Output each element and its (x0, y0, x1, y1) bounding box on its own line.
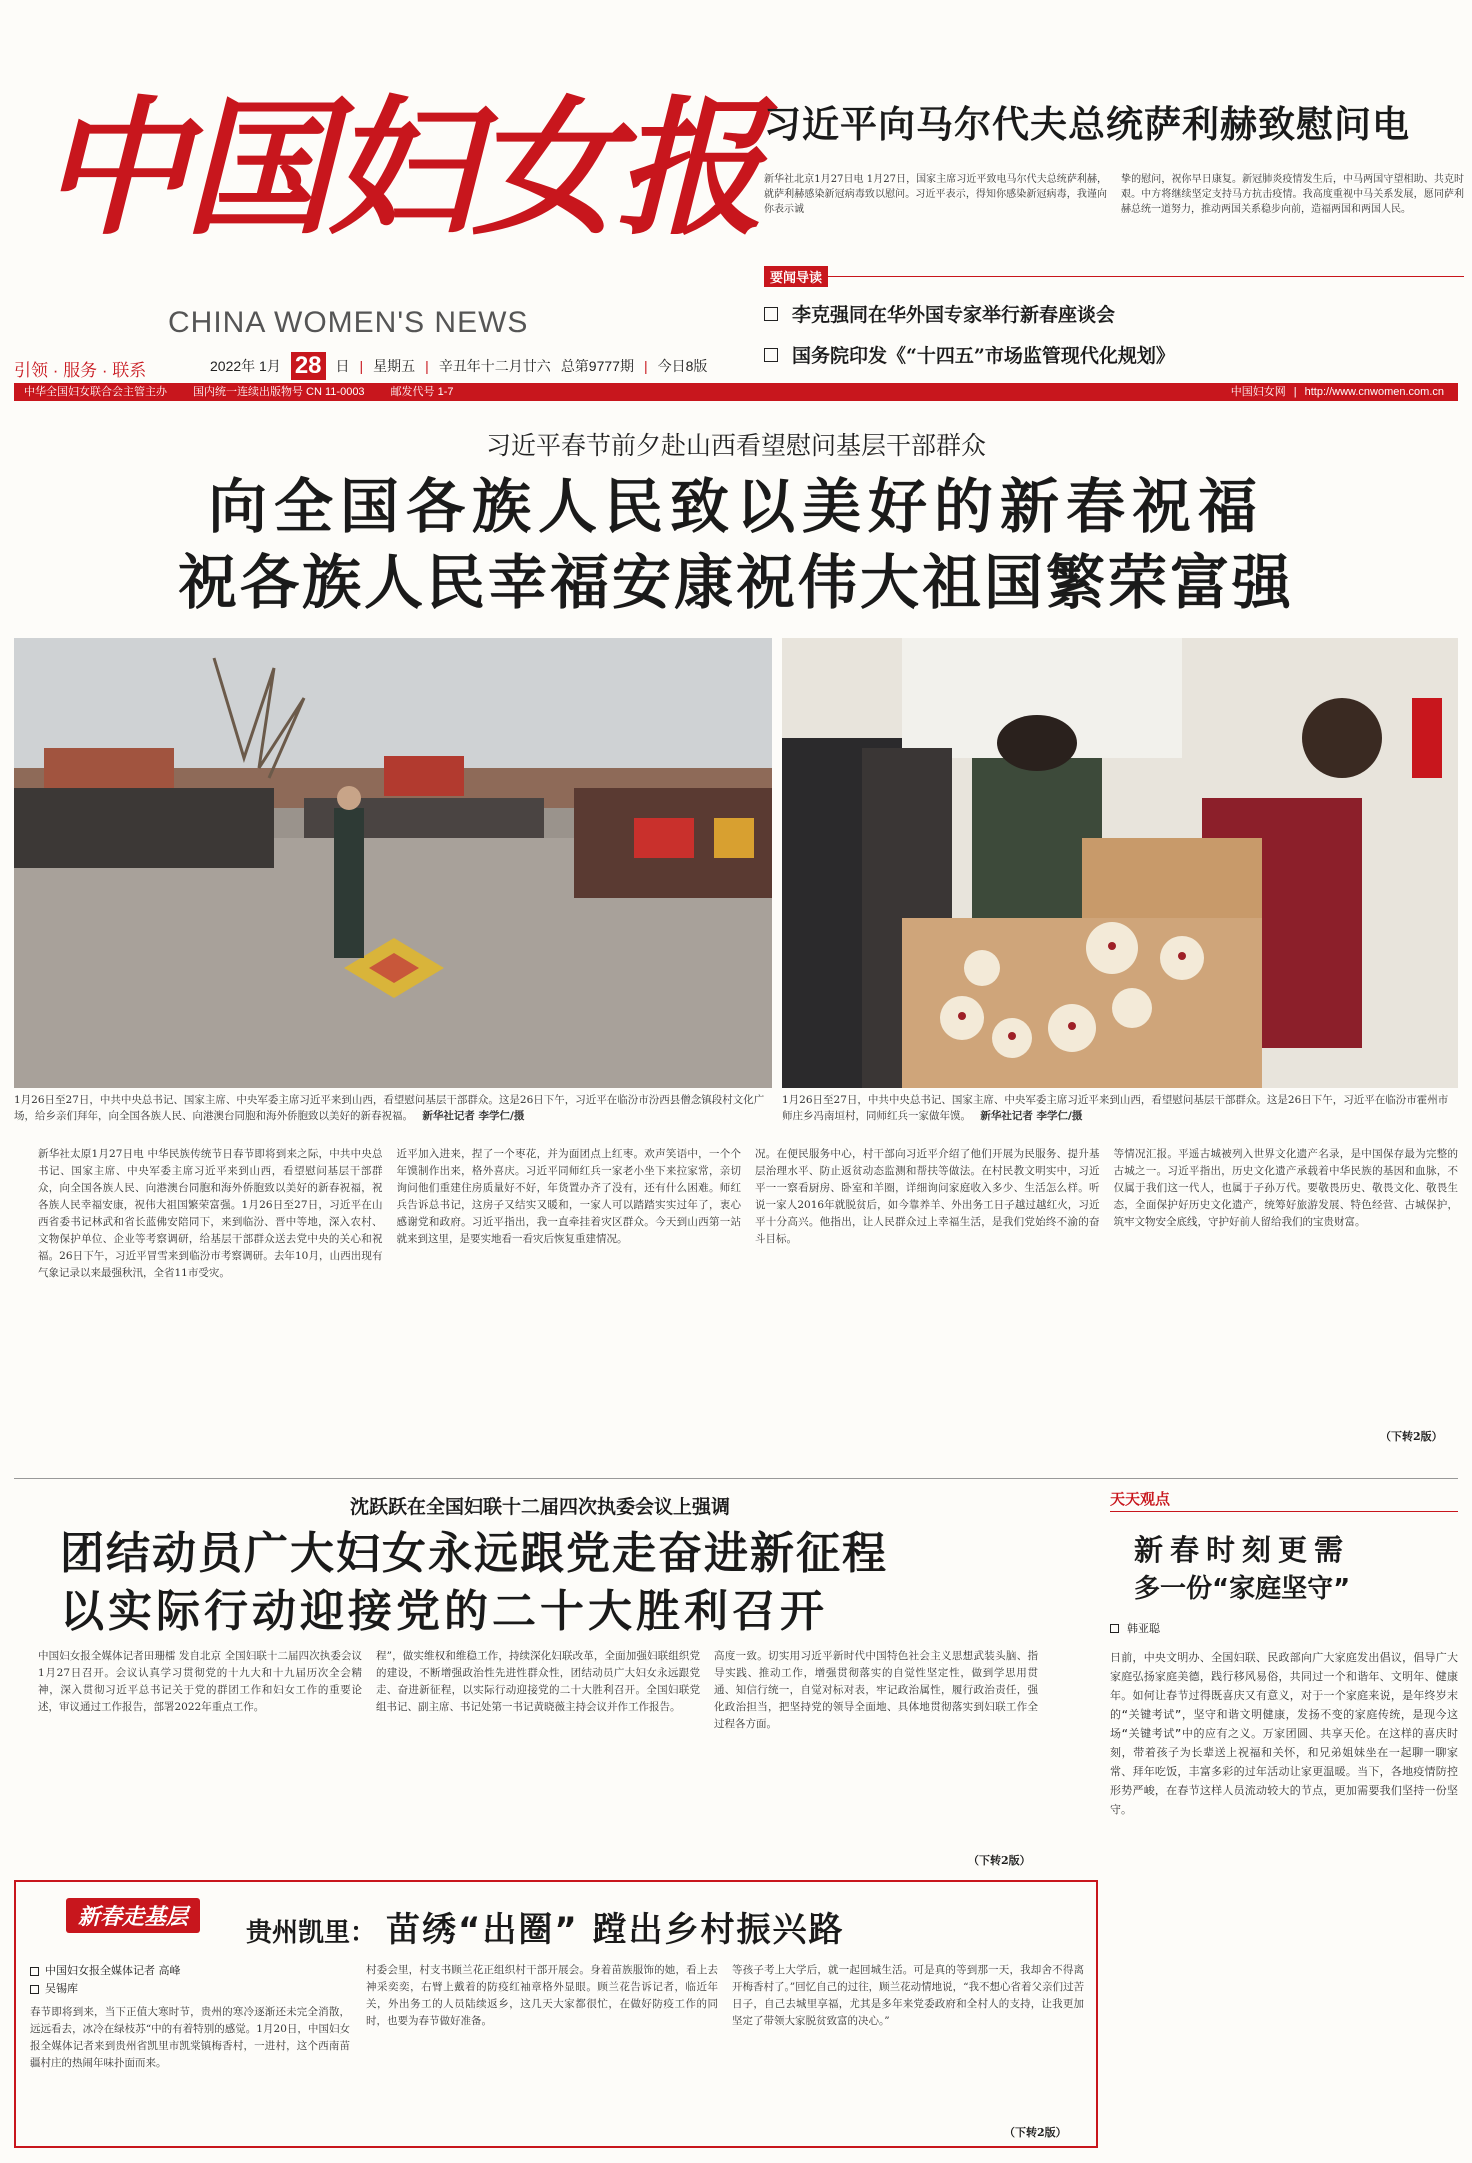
masthead-bar-text: 中华全国妇女联合会主管主办 国内统一连续出版物号 CN 11-0003 邮发代号 1-7 中国妇女网 | http://www.cnwomen.com.cn (24, 386, 1444, 398)
weekday: 星期五 (373, 358, 416, 374)
bottom-body-col1: 春节即将到来，当下正值大寒时节，贵州的寒冷逐渐还未完全消散，远远看去，冰冷在绿枝苏“中的有着特别的感觉。1月20日，中国妇女报全媒体记者来到贵州省凯里市凯棠镇梅香村，一进村，这个西南苗疆村庄的热闹年味扑面而来。 (30, 2006, 350, 2069)
site-name: 中国妇女网 (1230, 386, 1286, 398)
lead-body-col1: 新华社太原1月27日电 中华民族传统节日春节即将到来之际，中共中央总书记、国家主席、中央军委主席习近平来到山西，看望慰问基层干部群众，向全国各族人民、向港澳台同胞和海外侨胞致以美好的新春祝福，祝各族人民幸福安康，祝伟大祖国繁荣富强。1月26日至27日，习近平在山西省委书记林武和省长蓝佛安陪同下，来到临汾、晋中等地，深入农村、文物保护单位、企业等考察调研，给基层干部群众送去党中央的关心和祝福。26日下午，习近平冒雪来到临汾市考察调研。去年10月，山西出现有气象记录以来最强秋汛，全省11市受灾。 (38, 1148, 383, 1279)
bottom-body-col3: 等孩子考上大学后，就一起回城生活。可是真的等到那一天，我却舍不得离开梅香村了。”回忆自己的过往，顾兰花动情地说，“我不想心省着父亲们过苦日子，自己去城里享福，尤其是多年来党委政府和全村人的支持，让我更加坚定了带领大家脱贫致富的决心。” (732, 1964, 1084, 2027)
photo-caption-right (782, 1092, 1458, 1124)
date-day: 28 (291, 352, 326, 380)
lead-body-col4: 等情况汇报。平遥古城被列入世界文化遗产名录，是中国保存最为完整的古城之一。习近平指出，历史文化遗产承载着中华民族的基因和血脉，不仅属于我们这一代人，也属于子孙万代。要敬畏历史、敬畏文化、敬畏生态，全面保护好历史文化遗产，统筹好旅游发展、特色经营、古城保护，筑牢文物安全底线，守护好前人留给我们的宝贵财富。 (1113, 1148, 1458, 1228)
guide-item-2-text: 国务院印发《“十四五”市场监管现代化规划》 (792, 345, 1175, 367)
checkbox-icon (30, 1985, 39, 1994)
photo-caption-left (14, 1092, 772, 1124)
lead-kicker: 习近平春节前夕赴山西看望慰问基层干部群众 (485, 431, 986, 460)
date-suffix: 日 (335, 358, 350, 374)
masthead-title: 中国妇女报 (40, 81, 760, 255)
caption-left-text: 1月26日至27日，中共中央总书记、国家主席、中央军委主席习近平来到山西，看望慰问基层干部群众。这是26日下午，习近平在临汾市汾西县僧念镇段村文化广场，给乡亲们拜年，向全国各族人民、向港澳台同胞和海外侨胞致以美好的新春祝福。 (14, 1094, 765, 1122)
credit-right: 新华社记者 李学仁/摄 (980, 1110, 1083, 1122)
checkbox-icon (764, 307, 778, 321)
section-divider (14, 1478, 1458, 1479)
bottom-column-label: 新春走基层 (66, 1898, 200, 1933)
bottom-headline-row (246, 1902, 845, 1951)
page-count: 今日8版 (657, 358, 708, 374)
opinion-author-row (1110, 1620, 1160, 1636)
lunar-date: 辛丑年十二月廿六 (438, 358, 551, 374)
second-body (38, 1648, 1038, 1874)
checkbox-icon (1110, 1624, 1119, 1633)
guide-label: 要闻导读 (764, 266, 828, 287)
credit-left: 新华社记者 李学仁/摄 (422, 1110, 525, 1122)
lead-headline-1: 向全国各族人民致以美好的新春祝福 (207, 472, 1264, 541)
opinion-body: 日前，中央文明办、全国妇联、民政部向广大家庭发出倡议，倡导广大家庭弘扬家庭美德，践行移风易俗，共同过一个和谐年、文明年、健康年。如何让春节过得既喜庆又有意义，对于一个家庭来说，是年终岁末的“关键考试”，坚守和谐文明健康，发扬不变的家庭传统，是现今这场“关键考试”中的应有之义。万家团圆、共享天伦。在这样的喜庆时刻，带着孩子为长辈送上祝福和关怀，和兄弟姐妹坐在一起聊一聊家常、拜年吃饭，丰富多彩的过年活动让家更温暖。当下，各地疫情防控形势严峻，在春节这样人员流动较大的节点，更加需要我们坚持一份坚守。 (1110, 1651, 1458, 1816)
bottom-location: 贵州凯里： (246, 1918, 377, 1948)
opinion-column (1110, 1488, 1458, 2148)
cn-number: 国内统一连续出版物号 CN 11-0003 (193, 386, 365, 398)
guide-item-1[interactable] (764, 300, 1175, 327)
bottom-continued: （下转2版） (1004, 2126, 1067, 2139)
date-line: 2022年 1月 28 日 | 星期五 | 辛丑年十二月廿六 总第9777期 | 今日8版 (210, 352, 708, 379)
postal-code: 邮发代号 1-7 (390, 386, 454, 398)
opinion-headline-1: 新春时刻更需 (1134, 1533, 1351, 1567)
guide-item-2[interactable] (764, 341, 1175, 368)
bottom-reporter-2: 吴锡库 (45, 1982, 78, 1995)
second-headline-1: 团结动员广大妇女永远跟党走奋进新征程 (60, 1528, 888, 1579)
second-continued: （下转2版） (968, 1854, 1031, 1867)
bottom-body-col2: 村委会里，村支书顾兰花正组织村干部开展会。身着苗族服饰的她，看上去神采奕奕，右臂上戴着的防疫红袖章格外显眼。顾兰花告诉记者，临近年关，外出务工的人员陆续返乡，这几天大家都很忙，在做好防疫工作的同时，也要为春节做好准备。 (366, 1964, 718, 2027)
lead-headline-2: 祝各族人民幸福安康祝伟大祖国繁荣富强 (177, 548, 1294, 617)
opinion-author: 韩亚聪 (1127, 1622, 1160, 1635)
opinion-headline-2: 多一份“家庭坚守” (1134, 1574, 1351, 1604)
checkbox-icon (764, 348, 778, 362)
bottom-column-badge (66, 1898, 200, 1933)
top-story (764, 100, 1464, 250)
checkbox-icon (30, 1967, 39, 1976)
masthead-slogan: 引领 · 服务 · 联系 (14, 361, 147, 380)
top-story-headline: 习近平向马尔代夫总统萨利赫致慰问电 (764, 103, 1410, 146)
lead-body (38, 1146, 1458, 1446)
sponsor: 中华全国妇女联合会主管主办 (24, 386, 167, 398)
guide-item-1-text: 李克强同在华外国专家举行新春座谈会 (792, 304, 1116, 326)
opinion-column-label: 天天观点 (1110, 1488, 1458, 1512)
bottom-headline: 苗绣“出圈” 蹚出乡村振兴路 (386, 1910, 845, 1950)
second-kicker: 沈跃跃在全国妇联十二届四次执委会议上强调 (349, 1496, 730, 1518)
second-body-col3: 高度一致。切实用习近平新时代中国特色社会主义思想武装头脑、指导实践、推动工作，增强贯彻落实的自觉性坚定性，做到学思用贯通、知信行统一，自觉对标对表，牢记政治属性，履行政治责任，强化政治担当，把坚持党的领导全面地、具体地贯彻落实到妇联工作全过程各方面。 (714, 1650, 1038, 1730)
bottom-reporter-1: 中国妇女报全媒体记者 高峰 (45, 1964, 181, 1977)
date-prefix: 2022年 1月 (210, 358, 281, 374)
issue-number: 总第9777期 (560, 358, 634, 374)
caption-right-text: 1月26日至27日，中共中央总书记、国家主席、中央军委主席习近平来到山西，看望慰问基层干部群众。这是26日下午，习近平在临汾市霍州市师庄乡冯南垣村，同师红兵一家做年馍。 (782, 1094, 1449, 1122)
lead-body-col2: 近平加入进来，捏了一个枣花，并为面团点上红枣。欢声笑语中，一个个年馍制作出来，格外喜庆。习近平同师红兵一家老小坐下来拉家常，亲切询问他们重建住房质量好不好，年货置办齐了没有，还有什么困难。师红兵告诉总书记，这房子又结实又暖和，一家人可以踏踏实实过年了，衷心感谢党和政府。习近平指出，我一直牵挂着灾区群众。今天到山西第一站就来到这里，是要实地看一看灾后恢复重建情况。 (396, 1148, 741, 1245)
second-headline-2: 以实际行动迎接党的二十大胜利召开 (60, 1586, 828, 1637)
lead-body-col3: 况。在便民服务中心，村干部向习近平介绍了他们开展为民服务、提升基层治理水平、防止返贫动态监测和帮扶等做法。在村民教文明实中，习近平一一察看厨房、卧室和羊圈，详细询问家庭收入多少、生活怎么样。听说一家人2016年就脱贫后，如今靠养羊、外出务工日子越过越红火，习近平十分高兴。他指出，让人民群众过上幸福生活，是我们党始终不渝的奋斗目标。 (755, 1148, 1100, 1245)
village-square-illustration (14, 638, 772, 1088)
bottom-body-right (366, 1962, 1084, 2134)
photo-making-buns (782, 638, 1458, 1088)
second-body-col2: 程”，做实维权和维稳工作，持续深化妇联改革，全面加强妇联组织党的建设，不断增强政治性先进性群众性，团结动员广大妇女永远跟党走、奋进新征程，以实际行动迎接党的二十大胜利召开。全国妇联党组书记、副主席、书记处第一书记黄晓薇主持会议并作工作报告。 (376, 1650, 700, 1713)
top-story-col2: 挚的慰问，祝你早日康复。新冠肺炎疫情发生后，中马两国守望相助、共克时艰。中方将继续坚定支持马方抗击疫情。我高度重视中马关系发展，愿同萨利赫总统一道努力，推动两国关系稳步向前，造福两国和两国人民。 (1121, 174, 1464, 215)
bottom-reporters (30, 1962, 181, 1998)
making-buns-illustration (782, 638, 1458, 1088)
second-body-col1: 中国妇女报全媒体记者田珊檑 发自北京 全国妇联十二届四次执委会议1月27日召开。会议认真学习贯彻党的十九大和十九届历次全会精神，深入贯彻习近平总书记关于党的群团工作和妇女工作的重要论述，审议通过工作报告，部署2022年重点工作。 (38, 1650, 362, 1713)
top-story-col1: 新华社北京1月27日电 1月27日，国家主席习近平致电马尔代夫总统萨利赫，就萨利赫感染新冠病毒致以慰问。习近平表示，得知你感染新冠病毒，我谨向你表示诚 (764, 174, 1107, 215)
news-guide (764, 264, 1464, 367)
site-url[interactable]: http://www.cnwomen.com.cn (1304, 386, 1444, 398)
masthead-english: CHINA WOMEN'S NEWS (168, 306, 529, 339)
photo-village-square (14, 638, 772, 1088)
lead-continued: （下转2版） (1380, 1430, 1443, 1443)
